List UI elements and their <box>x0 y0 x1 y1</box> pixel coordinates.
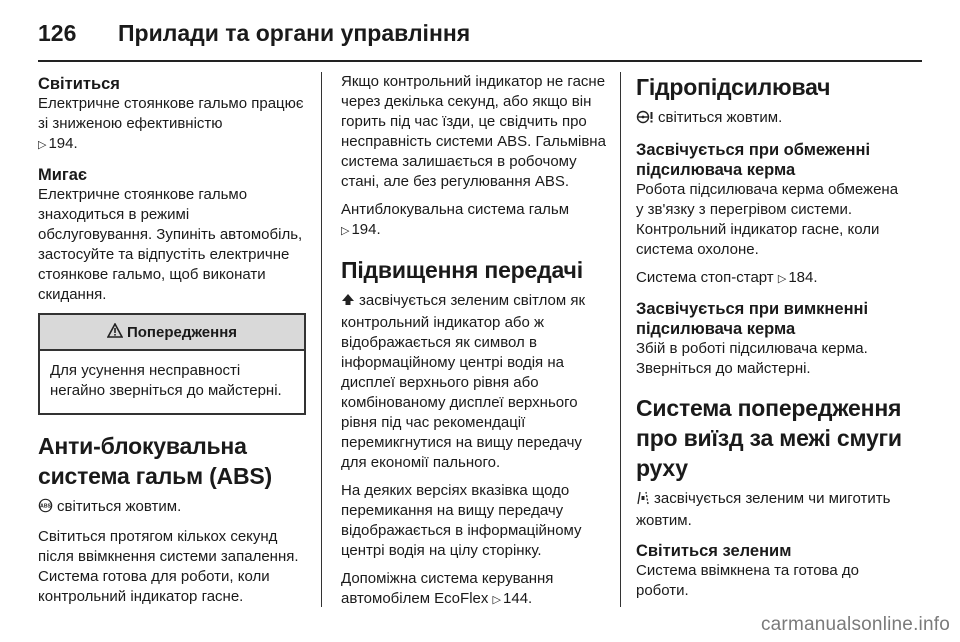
paragraph-off: Збій в роботі підсилювача керма. Зверніться до майстерні. <box>636 340 868 377</box>
paragraph-lit <box>38 94 306 155</box>
heading-upshift: Підвищення передачі <box>341 257 583 283</box>
warning-header <box>40 315 304 351</box>
warning-triangle-icon <box>107 323 127 342</box>
heading-lit: Світиться <box>38 75 120 93</box>
abs-ref-text: Антиблокувальна система гальм <box>341 201 570 218</box>
abs-icon <box>38 498 53 519</box>
paragraph-flashing: Електричне стоянкове гальмо знаходиться в режимі обслуговування. Зупиніть автомобіль, застосуйте та відпустіть електричне стоянкове гальмо, щоб виконати скидання. <box>38 186 303 303</box>
paragraph-abs-fault: Якщо контрольний індикатор не гасне через декілька секунд, або якщо він горить під час їзди, це свідчить про несправність системи ABS. Гальмівна система залишається в робочому стані, але без регулювання ABS. <box>341 73 606 190</box>
lane-text: засвічується зеленим чи миготить жовтим. <box>636 490 891 529</box>
paragraph-upshift-versions: На деяких версіях вказівка щодо перемикання на вищу передачу відображається в інформаційному центрі водія на цілу сторінку. <box>341 482 582 559</box>
heading-green: Світиться зеленим <box>636 542 792 560</box>
triangle-arrow-icon: ▷ <box>38 139 47 151</box>
paragraph-green: Система ввімкнена та готова до роботи. <box>636 562 859 599</box>
warning-box <box>38 313 306 415</box>
page-title: Прилади та органи управління <box>118 20 471 46</box>
svg-text:ABS: ABS <box>40 503 51 510</box>
warning-title: Попередження <box>126 323 238 341</box>
heading-off: Засвічується при вимкненні підсилювача керма <box>636 300 869 338</box>
column-left <box>38 72 306 615</box>
heading-power-steering: Гідропідсилювач <box>636 74 831 100</box>
paragraph-lit-text: Електричне стоянкове гальмо працює зі зниженою ефективністю <box>38 95 304 132</box>
paragraph-upshift <box>341 291 608 473</box>
page-number: 126 <box>38 20 77 46</box>
page-reference[interactable]: 144. <box>503 590 533 607</box>
column-right <box>636 72 904 609</box>
heading-limited: Засвічується при обмеженні підсилювача керма <box>636 141 871 179</box>
ecoflex-text: Допоміжна система керування автомобілем EcoFlex <box>341 570 554 607</box>
page-header <box>38 14 922 62</box>
warning-text: Для усунення несправності негайно зверніться до майстерні. <box>50 362 282 399</box>
paragraph-power-steering <box>636 108 904 130</box>
paragraph-stopstart <box>636 268 904 289</box>
triangle-arrow-icon: ▷ <box>341 225 350 237</box>
column-divider <box>321 72 322 607</box>
paragraph-limited: Робота підсилювача керма обмежена у зв'язку з перегрівом системи. Контрольний індикатор гасне, коли система охолоне. <box>636 181 899 258</box>
abs-indicator-text: світиться жовтим. <box>57 498 182 515</box>
column-divider <box>620 72 621 607</box>
paragraph-abs-1: Світиться протягом кількох секунд після ввімкнення системи запалення. Система готова для роботи, коли контрольний індикатор гасне. <box>38 528 299 605</box>
heading-abs: Анти-блокувальна система гальм (ABS) <box>38 433 272 489</box>
upshift-arrow-icon <box>341 293 355 313</box>
warning-body <box>40 351 304 413</box>
upshift-text: засвічується зеленим світлом як контрольний індикатор або ж відображається як символ в інформаційному центрі водія на дисплеї верхнього рівня або комбінованому дисплеї верхнього рівня під час рекомендації перемикгнутися на вищу передачу для економії пального. <box>341 292 586 471</box>
paragraph-ecoflex <box>341 569 608 610</box>
page-reference[interactable]: 184. <box>788 269 818 286</box>
lane-departure-icon <box>636 491 650 511</box>
heading-lane: Система попередження про виїзд за межі смуги руху <box>636 395 902 481</box>
triangle-arrow-icon: ▷ <box>777 273 787 285</box>
watermark: carmanualsonline.info <box>760 614 950 635</box>
column-middle <box>341 72 608 618</box>
steering-wheel-exclamation-icon <box>636 110 654 130</box>
stopstart-text: Система стоп-старт <box>636 269 774 286</box>
paragraph-abs-indicator <box>38 497 306 519</box>
heading-flashing: Мигає <box>38 166 88 184</box>
page-reference[interactable]: 194. <box>48 135 78 152</box>
paragraph-abs-ref <box>341 200 608 241</box>
paragraph-lane <box>636 489 904 531</box>
triangle-arrow-icon: ▷ <box>492 594 502 606</box>
page-reference[interactable]: 194. <box>351 221 381 238</box>
power-steering-text: світиться жовтим. <box>658 109 783 126</box>
